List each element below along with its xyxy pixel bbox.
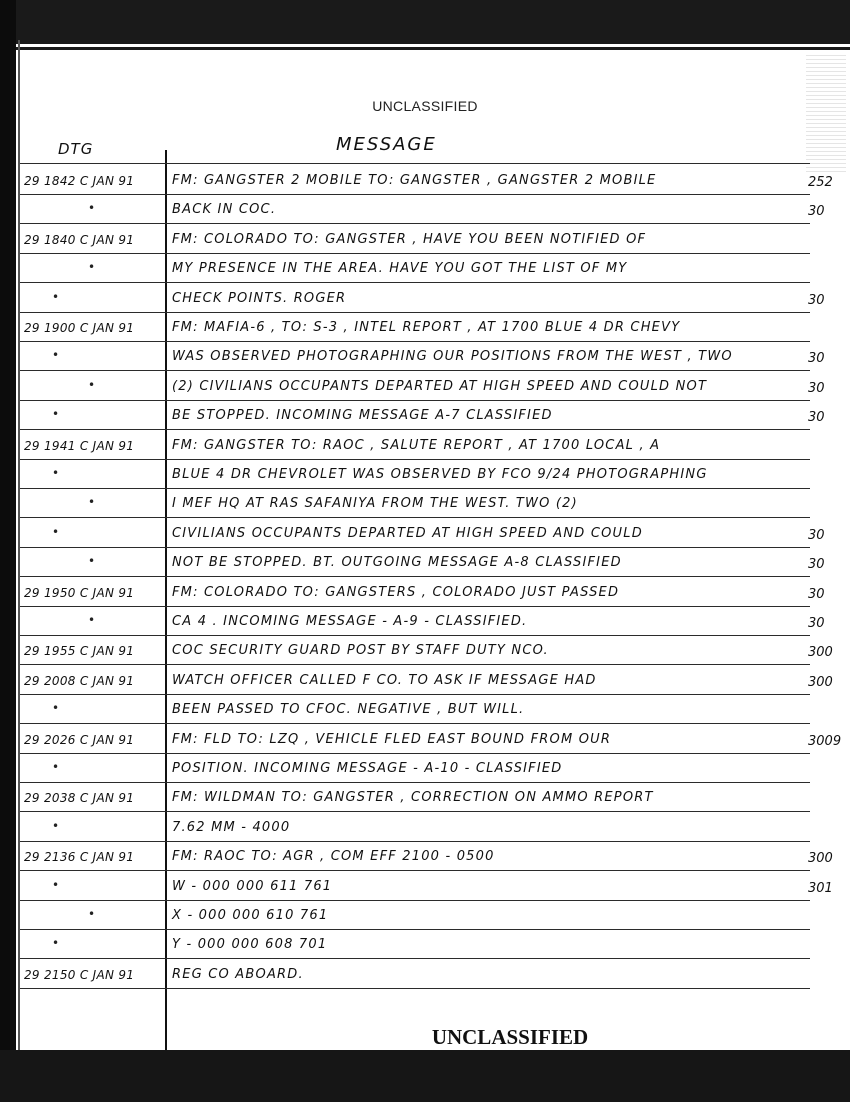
ruled-line xyxy=(20,988,810,989)
entry-margin-number: 30 xyxy=(808,557,825,573)
entry-message-line: FM: FLD TO: LZQ , VEHICLE FLED EAST BOUND FROM OUR xyxy=(172,731,612,747)
ruled-line xyxy=(20,635,810,636)
entry-margin-number: 30 xyxy=(808,204,825,220)
entry-margin-number: 30 xyxy=(808,616,825,631)
ruled-line xyxy=(20,841,810,842)
entry-message-line: FM: GANGSTER 2 MOBILE TO: GANGSTER , GANGSTER 2 MOBILE xyxy=(172,173,657,188)
entry-dtg: 29 1950 C JAN 91 xyxy=(24,585,135,600)
entry-margin-number: 300 xyxy=(808,851,833,867)
entry-dtg: 29 2150 C JAN 91 xyxy=(24,967,135,982)
ruled-line xyxy=(20,517,810,518)
ruled-line xyxy=(20,400,810,401)
entry-message-line: FM: RAOC TO: AGR , COM EFF 2100 - 0500 xyxy=(172,849,495,865)
scan-noise xyxy=(806,55,846,175)
scan-top-gap xyxy=(0,44,850,47)
margin-dot: • xyxy=(88,260,96,275)
ruled-line xyxy=(20,488,810,489)
ruled-line xyxy=(20,576,810,577)
entry-dtg: 29 2136 C JAN 91 xyxy=(24,850,135,865)
header-rule xyxy=(20,163,810,164)
ruled-line xyxy=(20,341,810,342)
entry-message-line: BACK IN COC. xyxy=(172,202,277,218)
entry-margin-number: 30 xyxy=(808,527,825,543)
entry-margin-number: 30 xyxy=(808,410,825,426)
entry-message-line: I MEF HQ AT RAS SAFANIYA FROM THE WEST. TWO (2) xyxy=(172,496,578,512)
ruled-line xyxy=(20,958,810,959)
entry-message-line: MY PRESENCE IN THE AREA. HAVE YOU GOT THE LIST OF MY xyxy=(172,261,628,277)
scan-bottom-border xyxy=(0,1050,850,1102)
entry-message-line: X - 000 000 610 761 xyxy=(172,908,329,923)
margin-dot: • xyxy=(52,524,60,539)
ruled-line xyxy=(20,870,810,871)
ruled-line xyxy=(20,253,810,254)
ruled-line xyxy=(20,459,810,460)
entry-margin-number: 30 xyxy=(808,351,825,367)
ruled-line xyxy=(20,753,810,754)
entry-message-line: REG CO ABOARD. xyxy=(172,966,304,982)
classification-marking-bottom: UNCLASSIFIED xyxy=(431,1025,589,1049)
ruled-line xyxy=(20,811,810,812)
entry-dtg: 29 1941 C JAN 91 xyxy=(24,438,135,453)
scan-left-border xyxy=(0,0,16,1102)
column-header-message: MESSAGE xyxy=(336,134,437,155)
entry-message-line: 7.62 MM - 4000 xyxy=(172,819,291,835)
column-header-dtg: DTG xyxy=(58,140,94,158)
entry-margin-number: 30 xyxy=(808,586,825,602)
ruled-line xyxy=(20,547,810,548)
ruled-line xyxy=(20,194,810,195)
entry-message-line: FM: MAFIA-6 , TO: S-3 , INTEL REPORT , AT 1700 BLUE 4 DR CHEVY xyxy=(172,320,681,335)
margin-dot: • xyxy=(52,818,60,833)
ruled-line xyxy=(20,694,810,695)
entry-message-line: FM: COLORADO TO: GANGSTER , HAVE YOU BEEN NOTIFIED OF xyxy=(172,231,647,247)
margin-dot: • xyxy=(88,613,96,627)
entry-message-line: Y - 000 000 608 701 xyxy=(172,937,328,953)
ruled-line xyxy=(20,929,810,930)
entry-dtg: 29 1842 C JAN 91 xyxy=(24,174,135,188)
margin-dot: • xyxy=(52,701,60,716)
entry-message-line: POSITION. INCOMING MESSAGE - A-10 - CLASSIFIED xyxy=(172,761,563,776)
page-left-margin-line xyxy=(18,40,20,1060)
scan-top-border xyxy=(0,0,850,50)
entry-margin-number: 300 xyxy=(808,645,833,661)
entry-message-line: FM: COLORADO TO: GANGSTERS , COLORADO JUST PASSED xyxy=(172,584,620,600)
ruled-line xyxy=(20,606,810,607)
entry-message-line: CIVILIANS OCCUPANTS DEPARTED AT HIGH SPEED AND COULD xyxy=(172,525,643,541)
column-divider xyxy=(165,150,167,1050)
margin-dot: • xyxy=(52,289,60,304)
ruled-line xyxy=(20,723,810,724)
margin-dot: • xyxy=(88,377,96,392)
margin-dot: • xyxy=(52,348,60,363)
entry-dtg: 29 2008 C JAN 91 xyxy=(24,673,135,688)
ruled-line xyxy=(20,370,810,371)
ruled-line xyxy=(20,223,810,224)
entry-message-line: COC SECURITY GUARD POST BY STAFF DUTY NCO. xyxy=(172,643,549,659)
entry-message-line: FM: GANGSTER TO: RAOC , SALUTE REPORT , AT 1700 LOCAL , A xyxy=(172,437,661,453)
entry-message-line: CHECK POINTS. ROGER xyxy=(172,290,347,306)
entry-dtg: 29 1955 C JAN 91 xyxy=(24,644,135,659)
ruled-line xyxy=(20,782,810,783)
margin-dot: • xyxy=(88,201,96,216)
entry-dtg: 29 2038 C JAN 91 xyxy=(24,791,135,806)
margin-dot: • xyxy=(52,877,60,892)
ruled-line xyxy=(20,664,810,665)
entry-message-line: W - 000 000 611 761 xyxy=(172,878,333,894)
margin-dot: • xyxy=(52,407,60,422)
entry-margin-number: 252 xyxy=(808,175,833,190)
entry-message-line: FM: WILDMAN TO: GANGSTER , CORRECTION ON AMMO REPORT xyxy=(172,790,654,806)
entry-margin-number: 3009 xyxy=(808,733,842,749)
entry-message-line: CA 4 . INCOMING MESSAGE - A-9 - CLASSIFIED. xyxy=(172,614,528,629)
entry-dtg: 29 1840 C JAN 91 xyxy=(24,232,135,247)
entry-margin-number: 30 xyxy=(808,292,825,308)
margin-dot: • xyxy=(52,936,60,951)
margin-dot: • xyxy=(88,495,96,510)
entry-margin-number: 301 xyxy=(808,880,833,896)
entry-margin-number: 30 xyxy=(808,380,825,396)
margin-dot: • xyxy=(52,466,60,480)
entry-message-line: WAS OBSERVED PHOTOGRAPHING OUR POSITIONS FROM THE WEST , TWO xyxy=(172,349,733,365)
margin-dot: • xyxy=(88,554,96,569)
ruled-line xyxy=(20,312,810,313)
margin-dot: • xyxy=(88,907,96,921)
entry-dtg: 29 2026 C JAN 91 xyxy=(24,732,135,747)
entry-message-line: NOT BE STOPPED. BT. OUTGOING MESSAGE A-8 CLASSIFIED xyxy=(172,555,622,571)
entry-message-line: BLUE 4 DR CHEVROLET WAS OBSERVED BY FCO 9/24 PHOTOGRAPHING xyxy=(172,467,708,482)
ruled-line xyxy=(20,429,810,430)
entry-message-line: BE STOPPED. INCOMING MESSAGE A-7 CLASSIFIED xyxy=(172,408,553,424)
entry-message-line: (2) CIVILIANS OCCUPANTS DEPARTED AT HIGH SPEED AND COULD NOT xyxy=(172,378,708,394)
ruled-line xyxy=(20,900,810,901)
margin-dot: • xyxy=(52,760,60,774)
entry-message-line: BEEN PASSED TO CFOC. NEGATIVE , BUT WILL. xyxy=(172,702,525,718)
entry-message-line: WATCH OFFICER CALLED F CO. TO ASK IF MESSAGE HAD xyxy=(172,672,597,688)
classification-marking-top: UNCLASSIFIED xyxy=(372,98,478,114)
entry-margin-number: 300 xyxy=(808,674,833,690)
entry-dtg: 29 1900 C JAN 91 xyxy=(24,321,135,335)
ruled-line xyxy=(20,282,810,283)
